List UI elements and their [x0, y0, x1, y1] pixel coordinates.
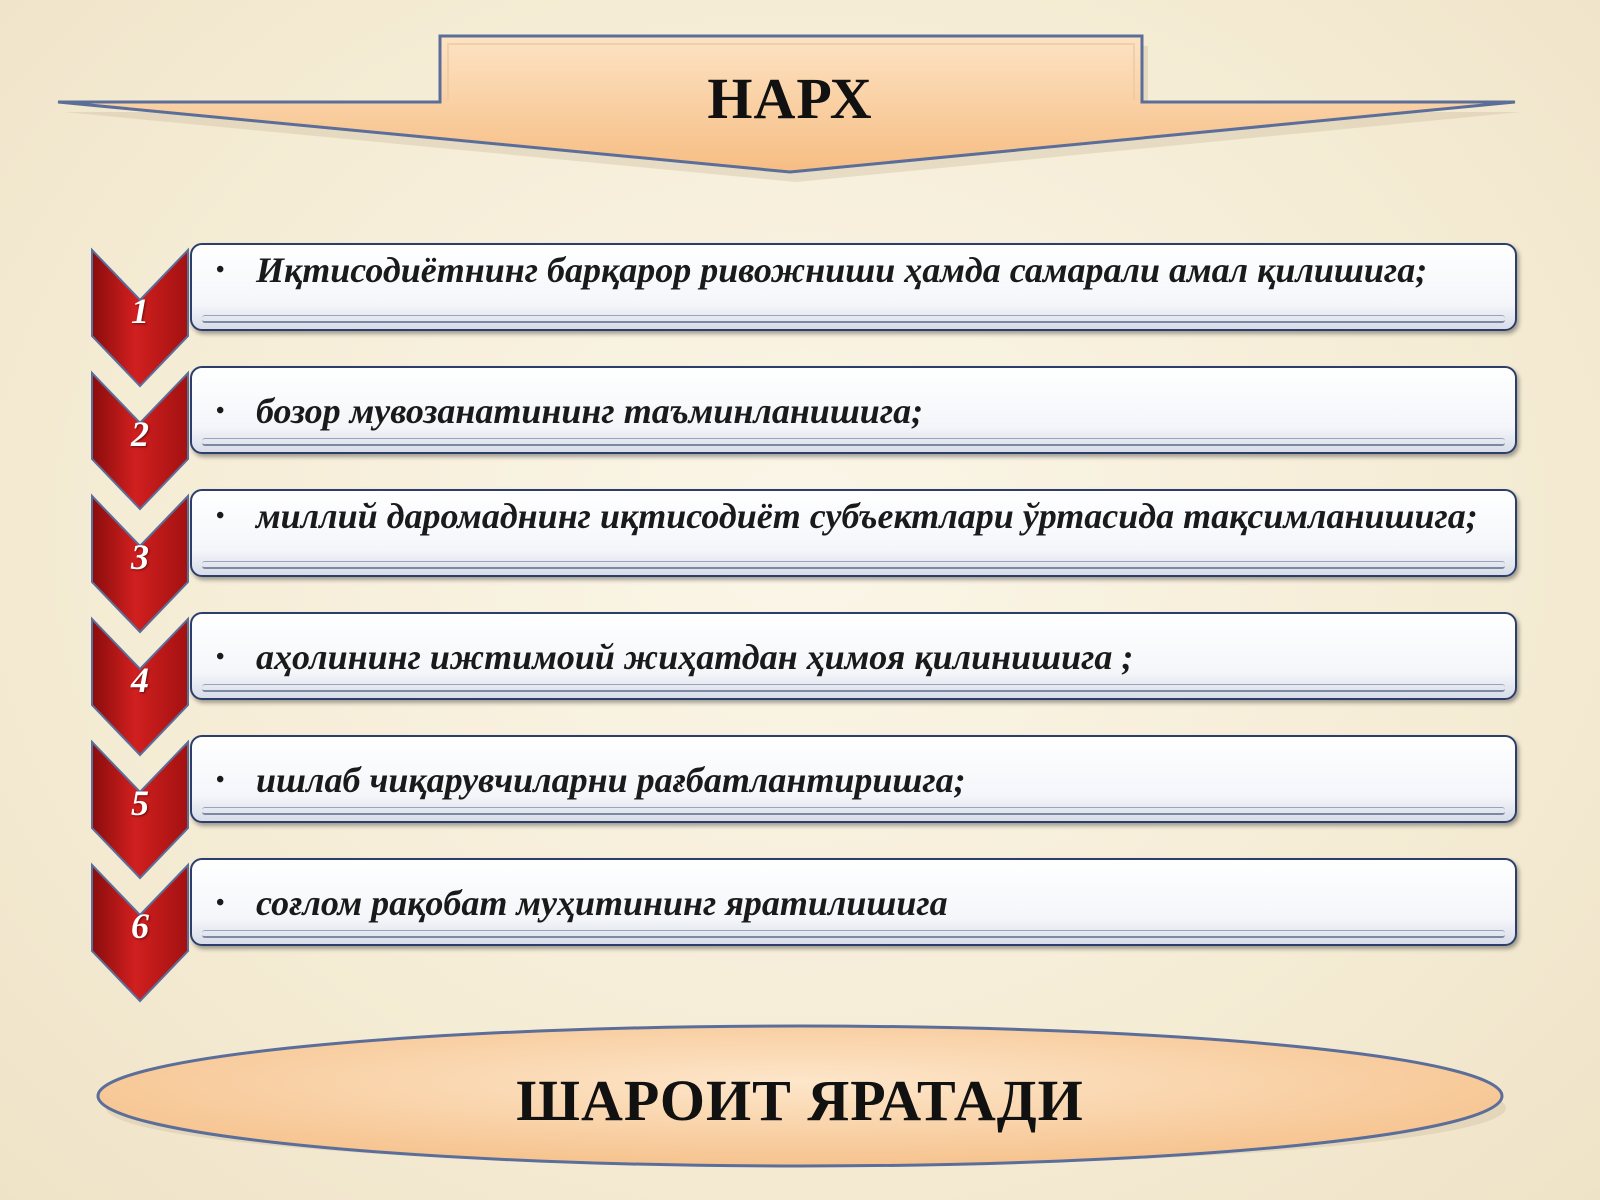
list-item [190, 243, 1517, 331]
list-item [190, 858, 1517, 946]
bullet-icon: • [216, 767, 225, 793]
bullet-icon: • [216, 503, 225, 529]
item-number: 2 [131, 414, 149, 454]
chevron-stack [92, 250, 188, 1001]
item-number: 5 [131, 783, 149, 823]
list-item-text: миллий даромаднинг иқтисодиёт субъектлари ўртасида тақсимланишига; [256, 496, 1478, 536]
list-item-text: ишлаб чиқарувчиларни рағбатлантиришга; [256, 760, 966, 800]
header-title: НАРХ [707, 65, 873, 131]
list-item [190, 735, 1517, 823]
list-item-text: соғлом рақобат муҳитининг яратилишига [256, 883, 948, 923]
item-number: 1 [131, 291, 149, 331]
bullet-icon: • [216, 398, 225, 424]
list-item-text: Иқтисодиётнинг барқарор ривожниши ҳамда самарали амал қилишига; [256, 250, 1428, 290]
item-number: 6 [131, 906, 149, 946]
bullet-icon: • [216, 644, 225, 670]
list-item-text: бозор мувозанатининг таъминланишига; [256, 391, 924, 431]
item-number: 4 [131, 660, 149, 700]
list-item [190, 612, 1517, 700]
item-number: 3 [131, 537, 149, 577]
footer-title: ШАРОИТ ЯРАТАДИ [516, 1067, 1084, 1133]
bullet-icon: • [216, 257, 225, 283]
list-item [190, 366, 1517, 454]
list-item [190, 489, 1517, 577]
list-item-text: аҳолининг ижтимоий жиҳатдан ҳимоя қилинишига ; [256, 637, 1134, 677]
bullet-icon: • [216, 890, 225, 916]
